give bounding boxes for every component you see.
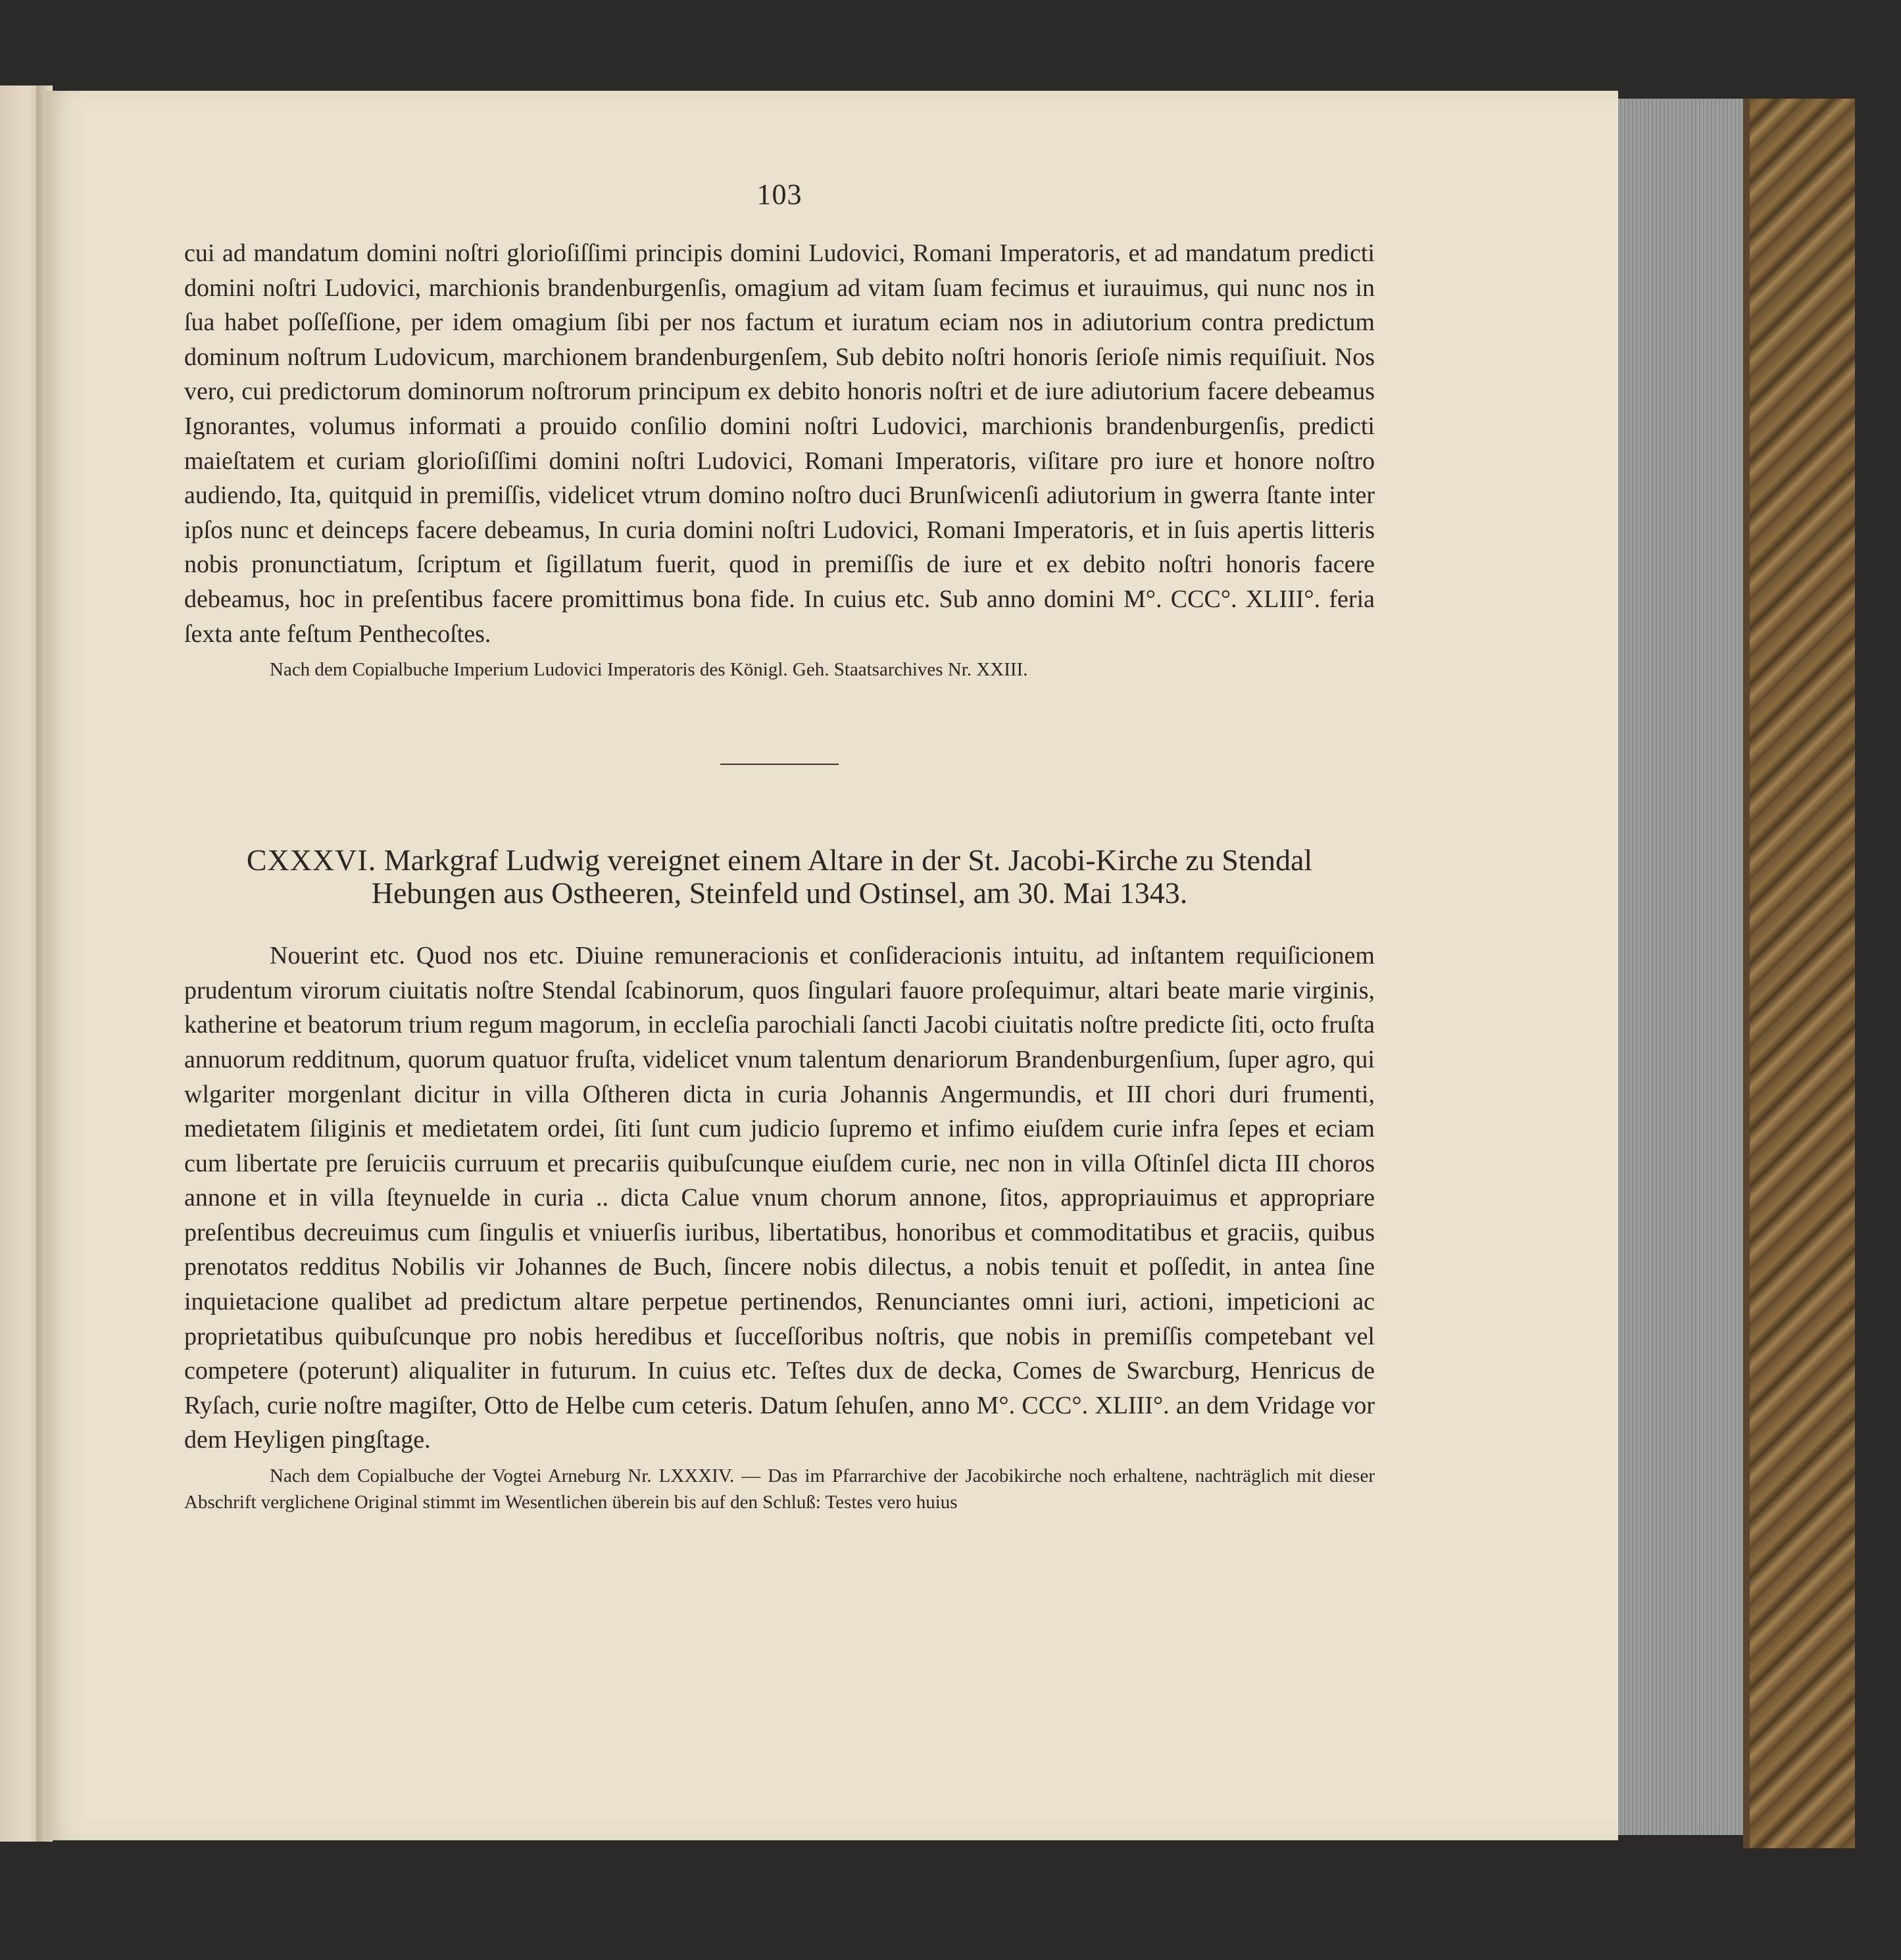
document-text: Nouerint etc. Quod nos etc. Diuine remuneracionis et conſideracionis intuitu, ad inſtantem requiſicionem prudentum virorum ciuitatis noſtre Stendal ſcabinorum, quos ſingulari fauore proſequimur, altari beate marie virginis, katherine et beatorum trium regum magorum, in eccleſia parochiali ſancti Jacobi ciuitatis noſtre predicte ſiti, octo fruſta annuorum redditnum, quorum quatuor fruſta, videlicet vnum talentum denariorum Brandenburgenſium, ſuper agro, qui wlgariter morgenlant dicitur in villa Oſtheren dicta in curia Johannis Angermundis, et III chori duri frumenti, medietatem ſiliginis et medietatem ordei, ſiti ſunt cum judicio ſupremo et infimo eiuſdem curie infra ſepes et eciam cum libertate pre ſeruiciis curruum et precariis quibuſcunque eiuſdem curie, nec non in villa Oſtinſel dicta III choros annone et in villa ſteynuelde in curia .. dicta Calue vnum chorum annone, ſitos, appropriauimus et appropriare preſentibus decreuimus cum ſingulis et vniuerſis iuribus, libertatibus, honoribus et commoditatibus et graciis, quibus prenotatos redditus Nobilis vir Johannes de Buch, ſincere nobis dilectus, a nobis tenuit et poſſedit, in antea ſine inquietacione qualibet ad predictum altare perpetue pertinendos, Renunciantes omni iuri, actioni, impeticioni ac proprietatibus quibuſcunque pro nobis heredibus et ſucceſſoribus noſtris, que nobis in premiſſis competebant vel competere (poterunt) aliqualiter in futurum. In cuius etc. Teſtes dux de decka, Comes de Swarcburg, Henricus de Ryſach, curie noſtre magiſter, Otto de Helbe cum ceteris. Datum ſehuſen, anno M°. CCC°. XLIII°. an dem Vridage vor dem Heyligen pingſtage. — [184, 942, 1375, 1454]
page-number: 103 — [756, 178, 802, 210]
continued-document-text: cui ad mandatum domini noſtri glorioſiſſimi principis domini Ludovici, Romani Imperatoris, et ad mandatum predicti domini noſtri Ludovici, marchionis brandenburgenſis, omagium ad vitam ſuam fecimus et iurauimus, qui nunc nos in ſua habet poſſeſſione, per idem omagium ſibi per nos factum et iuratum eciam nos in adiutorium contra predictum dominum noſtrum Ludovicum, marchionem brandenburgenſem, Sub debito noſtri honoris ſerioſe nimis requiſiuit. Nos vero, cui predictorum dominorum noſtrorum principum ex debito honoris noſtri et de iure adiutorium facere debeamus Ignorantes, volumus informati a prouido conſilio domini noſtri Ludovici, marchionis brandenburgenſis, predicti maieſtatem et curiam glorioſiſſimi domini noſtri Ludovici, Romani Imperatoris, viſitare pro iure et honore noſtro audiendo, Ita, quitquid in premiſſis, videlicet vtrum domino noſtro duci Brunſwicenſi adiutorium in gwerra ſtante inter ipſos nunc et deinceps facere debeamus, In curia domini noſtri Ludovici, Romani Imperatoris, et in ſuis apertis litteris nobis pronunctiatum, ſcriptum et ſigillatum fuerit, quod in premiſſis de iure et ex debito noſtri honoris facere debeamus, hoc in preſentibus facere promittimus bona fide. In cuius etc. Sub anno domini M°. CCC°. XLIII°. feria ſexta ante feſtum Penthecoſtes. — [184, 239, 1375, 648]
page-content — [184, 178, 1375, 1515]
source-note-2: Nach dem Copialbuche der Vogtei Arneburg Nr. LXXXIV. — Das im Pfarrarchive der Jacobikirche noch erhaltene, nachträglich mit dieser Abschrift verglichene Original stimmt im Wesentlichen überein bis auf den Schluß: Testes vero huius — [184, 1465, 1375, 1513]
section-divider — [720, 764, 839, 765]
marbled-cover — [1750, 99, 1855, 1848]
page-block-edges — [1618, 99, 1750, 1835]
source-note: Nach dem Copialbuche Imperium Ludovici Imperatoris des Königl. Geh. Staatsarchives Nr. XXIII. — [270, 659, 1028, 681]
document-title: Markgraf Ludwig vereignet einem Altare in der St. Jacobi-Kirche zu Stendal Hebungen aus Ostheeren, Steinfeld und Ostinsel, am 30. Mai 1343. — [371, 843, 1313, 910]
document-heading — [184, 844, 1375, 910]
document-number: CXXXVI. — [246, 843, 377, 877]
